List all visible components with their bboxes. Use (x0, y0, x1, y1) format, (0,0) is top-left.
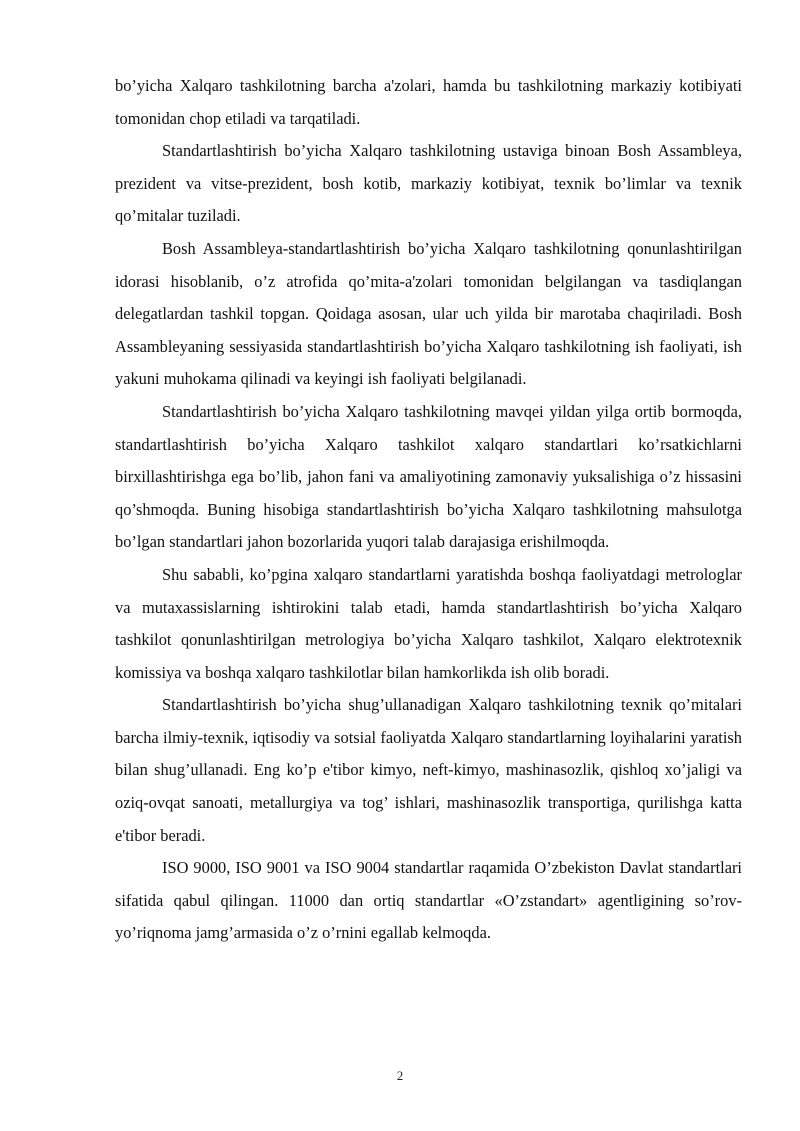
paragraph: Bosh Assambleya-standartlashtirish bo’yicha Xalqaro tashkilotning qonunlashtirilgan idorasi hisoblanib, o’z atrofida qo’mita-a'zolari tomonidan belgilangan va tasdiqlangan delegatlardan tashkil topgan. Qoidaga asosan, ular uch yilda bir marotaba chaqiriladi. Bosh Assambleyaning sessiyasida standartlashtirish bo’yicha Xalqaro tashkilotning ish faoliyati, ish yakuni muhokama qilinadi va keyingi ish faoliyati belgilanadi. (115, 238, 742, 389)
paragraph: Standartlashtirish bo’yicha shug’ullanadigan Xalqaro tashkilotning texnik qo’mitalari barcha ilmiy-texnik, iqtisodiy va sotsial faoliyatda Xalqaro standartlarning loyihalarini yaratish bilan shug’ullanadi. Eng ko’p e'tibor kimyo, neft-kimyo, mashinasozlik, qishloq xo’jaligi va oziq-ovqat sanoati, metallurgiya va tog’ ishlari, mashinasozlik transportiga, qurilishga katta e'tibor beradi. (115, 695, 742, 845)
paragraph: Standartlashtirish bo’yicha Xalqaro tashkilotning mavqei yildan yilga ortib bormoqda, standartlashtirish bo’yicha Xalqaro tashkilot xalqaro standartlari ko’rsatkichlarni birxillashtirishga ega bo’lib, jahon fani va amaliyotining zamonaviy yuksalishiga o’z hissasini qo’shmoqda. Buning hisobiga standartlashtirish bo’yicha Xalqaro tashkilotning mahsulotga bo’lgan standartlari jahon bozorlarida yuqori talab darajasiga erishilmoqda. (115, 401, 742, 552)
page-number: 2 (396, 1068, 404, 1083)
paragraph: Shu sababli, ko’pgina xalqaro standartlarni yaratishda boshqa faoliyatdagi metrologlar va mutaxassislarning ishtirokini talab etadi, hamda standartlashtirish bo’yicha Xalqaro tashkilot qonunlashtirilgan metrologiya bo’yicha Xalqaro tashkilot, Xalqaro elektrotexnik komissiya va boshqa xalqaro tashkilotlar bilan hamkorlikda ish olib boradi. (115, 564, 742, 682)
paragraph-continuation: bo’yicha Xalqaro tashkilotning barcha a'zolari, hamda bu tashkilotning markaziy kotibiyati tomonidan chop etiladi va tarqatiladi. (115, 76, 742, 128)
paragraph: Standartlashtirish bo’yicha Xalqaro tashkilotning ustaviga binoan Bosh Assambleya, prezident va vitse-prezident, bosh kotib, markaziy kotibiyat, texnik bo’limlar va texnik qo’mitalar tuziladi. (115, 141, 742, 226)
paragraph: ISO 9000, ISO 9001 va ISO 9004 standartlar raqamida O’zbekiston Davlat standartlari sifatida qabul qilingan. 11000 dan ortiq standartlar «O’zstandart» agentligining so’rov-yo’riqnoma jamg’armasida o’z o’rnini egallab kelmoqda. (115, 858, 742, 943)
body-text (115, 70, 742, 950)
